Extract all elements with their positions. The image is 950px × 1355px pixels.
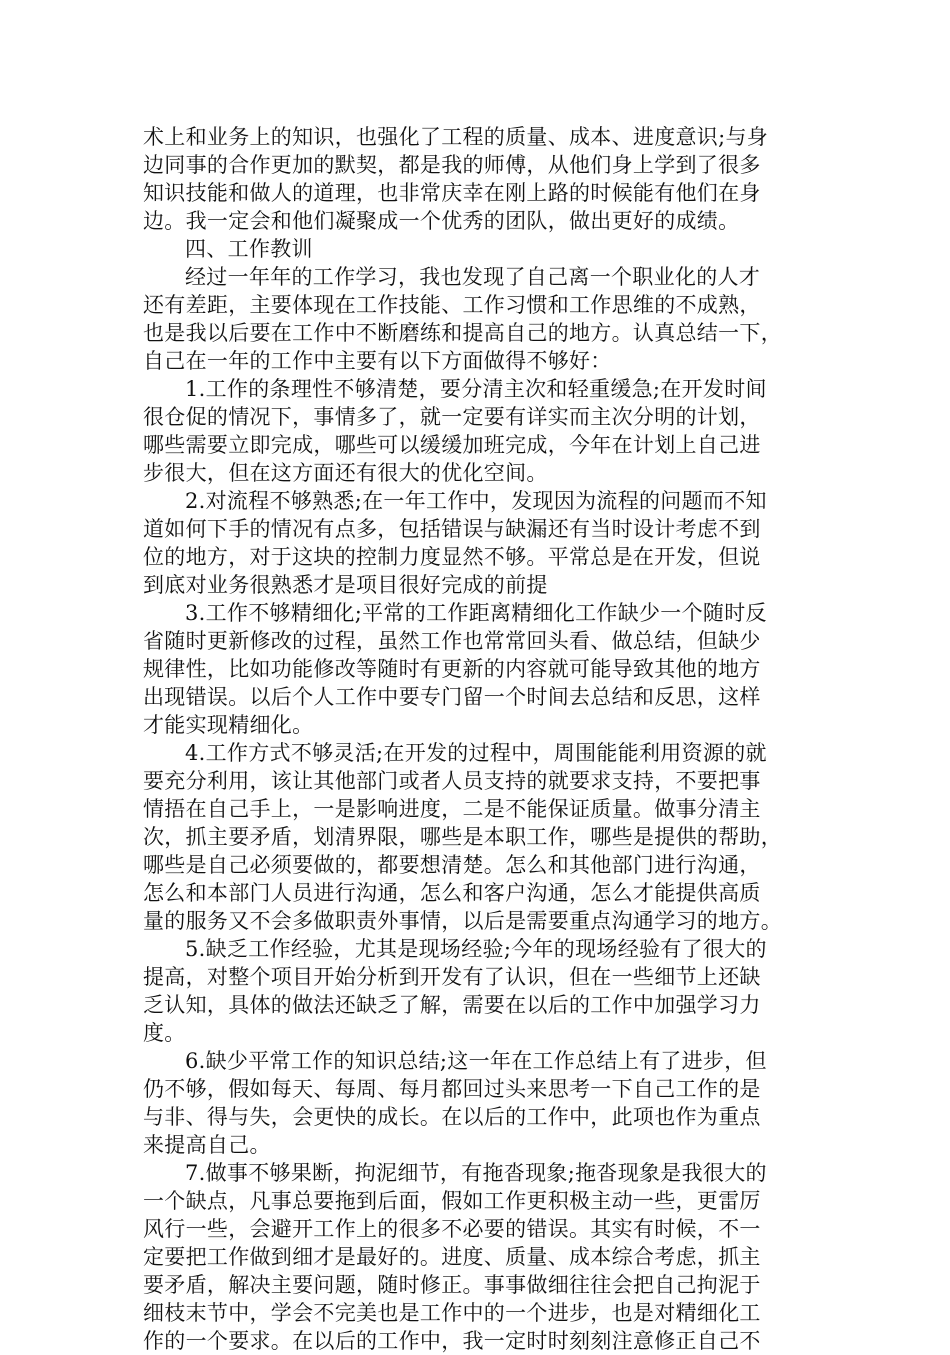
text-line: 提高，对整个项目开始分析到开发有了认识，但在一些细节上还缺 — [143, 965, 761, 989]
text-line: 到底对业务很熟悉才是项目很好完成的前提 — [143, 573, 548, 597]
text-line: 要充分利用，该让其他部门或者人员支持的就要求支持，不要把事 — [143, 769, 761, 793]
text-line: 6.缺少平常工作的知识总结;这一年在工作总结上有了进步，但 — [185, 1049, 767, 1073]
text-line: 步很大，但在这方面还有很大的优化空间。 — [143, 461, 548, 485]
text-line: 风行一些，会避开工作上的很多不必要的错误。其实有时候，不一 — [143, 1217, 761, 1241]
text-line: 度。 — [143, 1021, 186, 1045]
text-line: 经过一年年的工作学习，我也发现了自己离一个职业化的人才 — [185, 265, 761, 289]
text-line: 一个缺点，凡事总要拖到后面，假如工作更积极主动一些，更雷厉 — [143, 1189, 761, 1213]
text-line: 才能实现精细化。 — [143, 713, 314, 737]
text-line: 1.工作的条理性不够清楚，要分清主次和轻重缓急;在开发时间 — [185, 377, 767, 401]
text-line: 次，抓主要矛盾，划清界限，哪些是本职工作，哪些是提供的帮助， — [143, 825, 782, 849]
text-line: 3.工作不够精细化;平常的工作距离精细化工作缺少一个随时反 — [185, 601, 767, 625]
text-line: 位的地方，对于这块的控制力度显然不够。平常总是在开发，但说 — [143, 545, 761, 569]
text-line: 边。我一定会和他们凝聚成一个优秀的团队，做出更好的成绩。 — [143, 209, 740, 233]
text-line: 情捂在自己手上，一是影响进度，二是不能保证质量。做事分清主 — [143, 797, 761, 821]
text-line: 边同事的合作更加的默契，都是我的师傅，从他们身上学到了很多 — [143, 153, 761, 177]
document-body — [143, 123, 811, 1355]
text-line: 也是我以后要在工作中不断磨练和提高自己的地方。认真总结一下， — [143, 321, 782, 345]
text-line: 自己在一年的工作中主要有以下方面做得不够好： — [143, 349, 612, 373]
text-line: 还有差距，主要体现在工作技能、工作习惯和工作思维的不成熟， — [143, 293, 761, 317]
text-line: 量的服务又不会多做职责外事情，以后是需要重点沟通学习的地方。 — [143, 909, 782, 933]
text-line: 哪些是自己必须要做的，都要想清楚。怎么和其他部门进行沟通， — [143, 853, 761, 877]
text-line: 出现错误。以后个人工作中要专门留一个时间去总结和反思，这样 — [143, 685, 761, 709]
text-line: 4.工作方式不够灵活;在开发的过程中，周围能能利用资源的就 — [185, 741, 767, 765]
text-line: 要矛盾，解决主要问题，随时修正。事事做细往往会把自己拘泥于 — [143, 1273, 761, 1297]
text-line: 术上和业务上的知识，也强化了工程的质量、成本、进度意识;与身 — [143, 125, 769, 149]
text-line: 省随时更新修改的过程，虽然工作也常常回头看、做总结，但缺少 — [143, 629, 761, 653]
text-line: 四、工作教训 — [185, 237, 313, 261]
text-line: 来提高自己。 — [143, 1133, 271, 1157]
text-line: 定要把工作做到细才是最好的。进度、质量、成本综合考虑，抓主 — [143, 1245, 761, 1269]
text-line: 7.做事不够果断，拘泥细节，有拖沓现象;拖沓现象是我很大的 — [185, 1161, 767, 1185]
text-line: 很仓促的情况下，事情多了，就一定要有详实而主次分明的计划， — [143, 405, 761, 429]
text-line: 道如何下手的情况有点多，包括错误与缺漏还有当时设计考虑不到 — [143, 517, 761, 541]
text-line: 5.缺乏工作经验，尤其是现场经验;今年的现场经验有了很大的 — [185, 937, 767, 961]
text-line: 规律性，比如功能修改等随时有更新的内容就可能导致其他的地方 — [143, 657, 761, 681]
text-line: 哪些需要立即完成，哪些可以缓缓加班完成，今年在计划上自己进 — [143, 433, 761, 457]
text-line: 细枝末节中，学会不完美也是工作中的一个进步，也是对精细化工 — [143, 1301, 761, 1325]
text-line: 2.对流程不够熟悉;在一年工作中，发现因为流程的问题而不知 — [185, 489, 767, 513]
text-line: 乏认知，具体的做法还缺乏了解，需要在以后的工作中加强学习力 — [143, 993, 761, 1017]
text-line: 怎么和本部门人员进行沟通，怎么和客户沟通，怎么才能提供高质 — [143, 881, 761, 905]
text-line: 知识技能和做人的道理，也非常庆幸在刚上路的时候能有他们在身 — [143, 181, 761, 205]
text-line: 与非、得与失，会更快的成长。在以后的工作中，此项也作为重点 — [143, 1105, 761, 1129]
text-line: 仍不够，假如每天、每周、每月都回过头来思考一下自己工作的是 — [143, 1077, 761, 1101]
text-line: 作的一个要求。在以后的工作中，我一定时时刻刻注意修正自己不 — [143, 1329, 761, 1353]
